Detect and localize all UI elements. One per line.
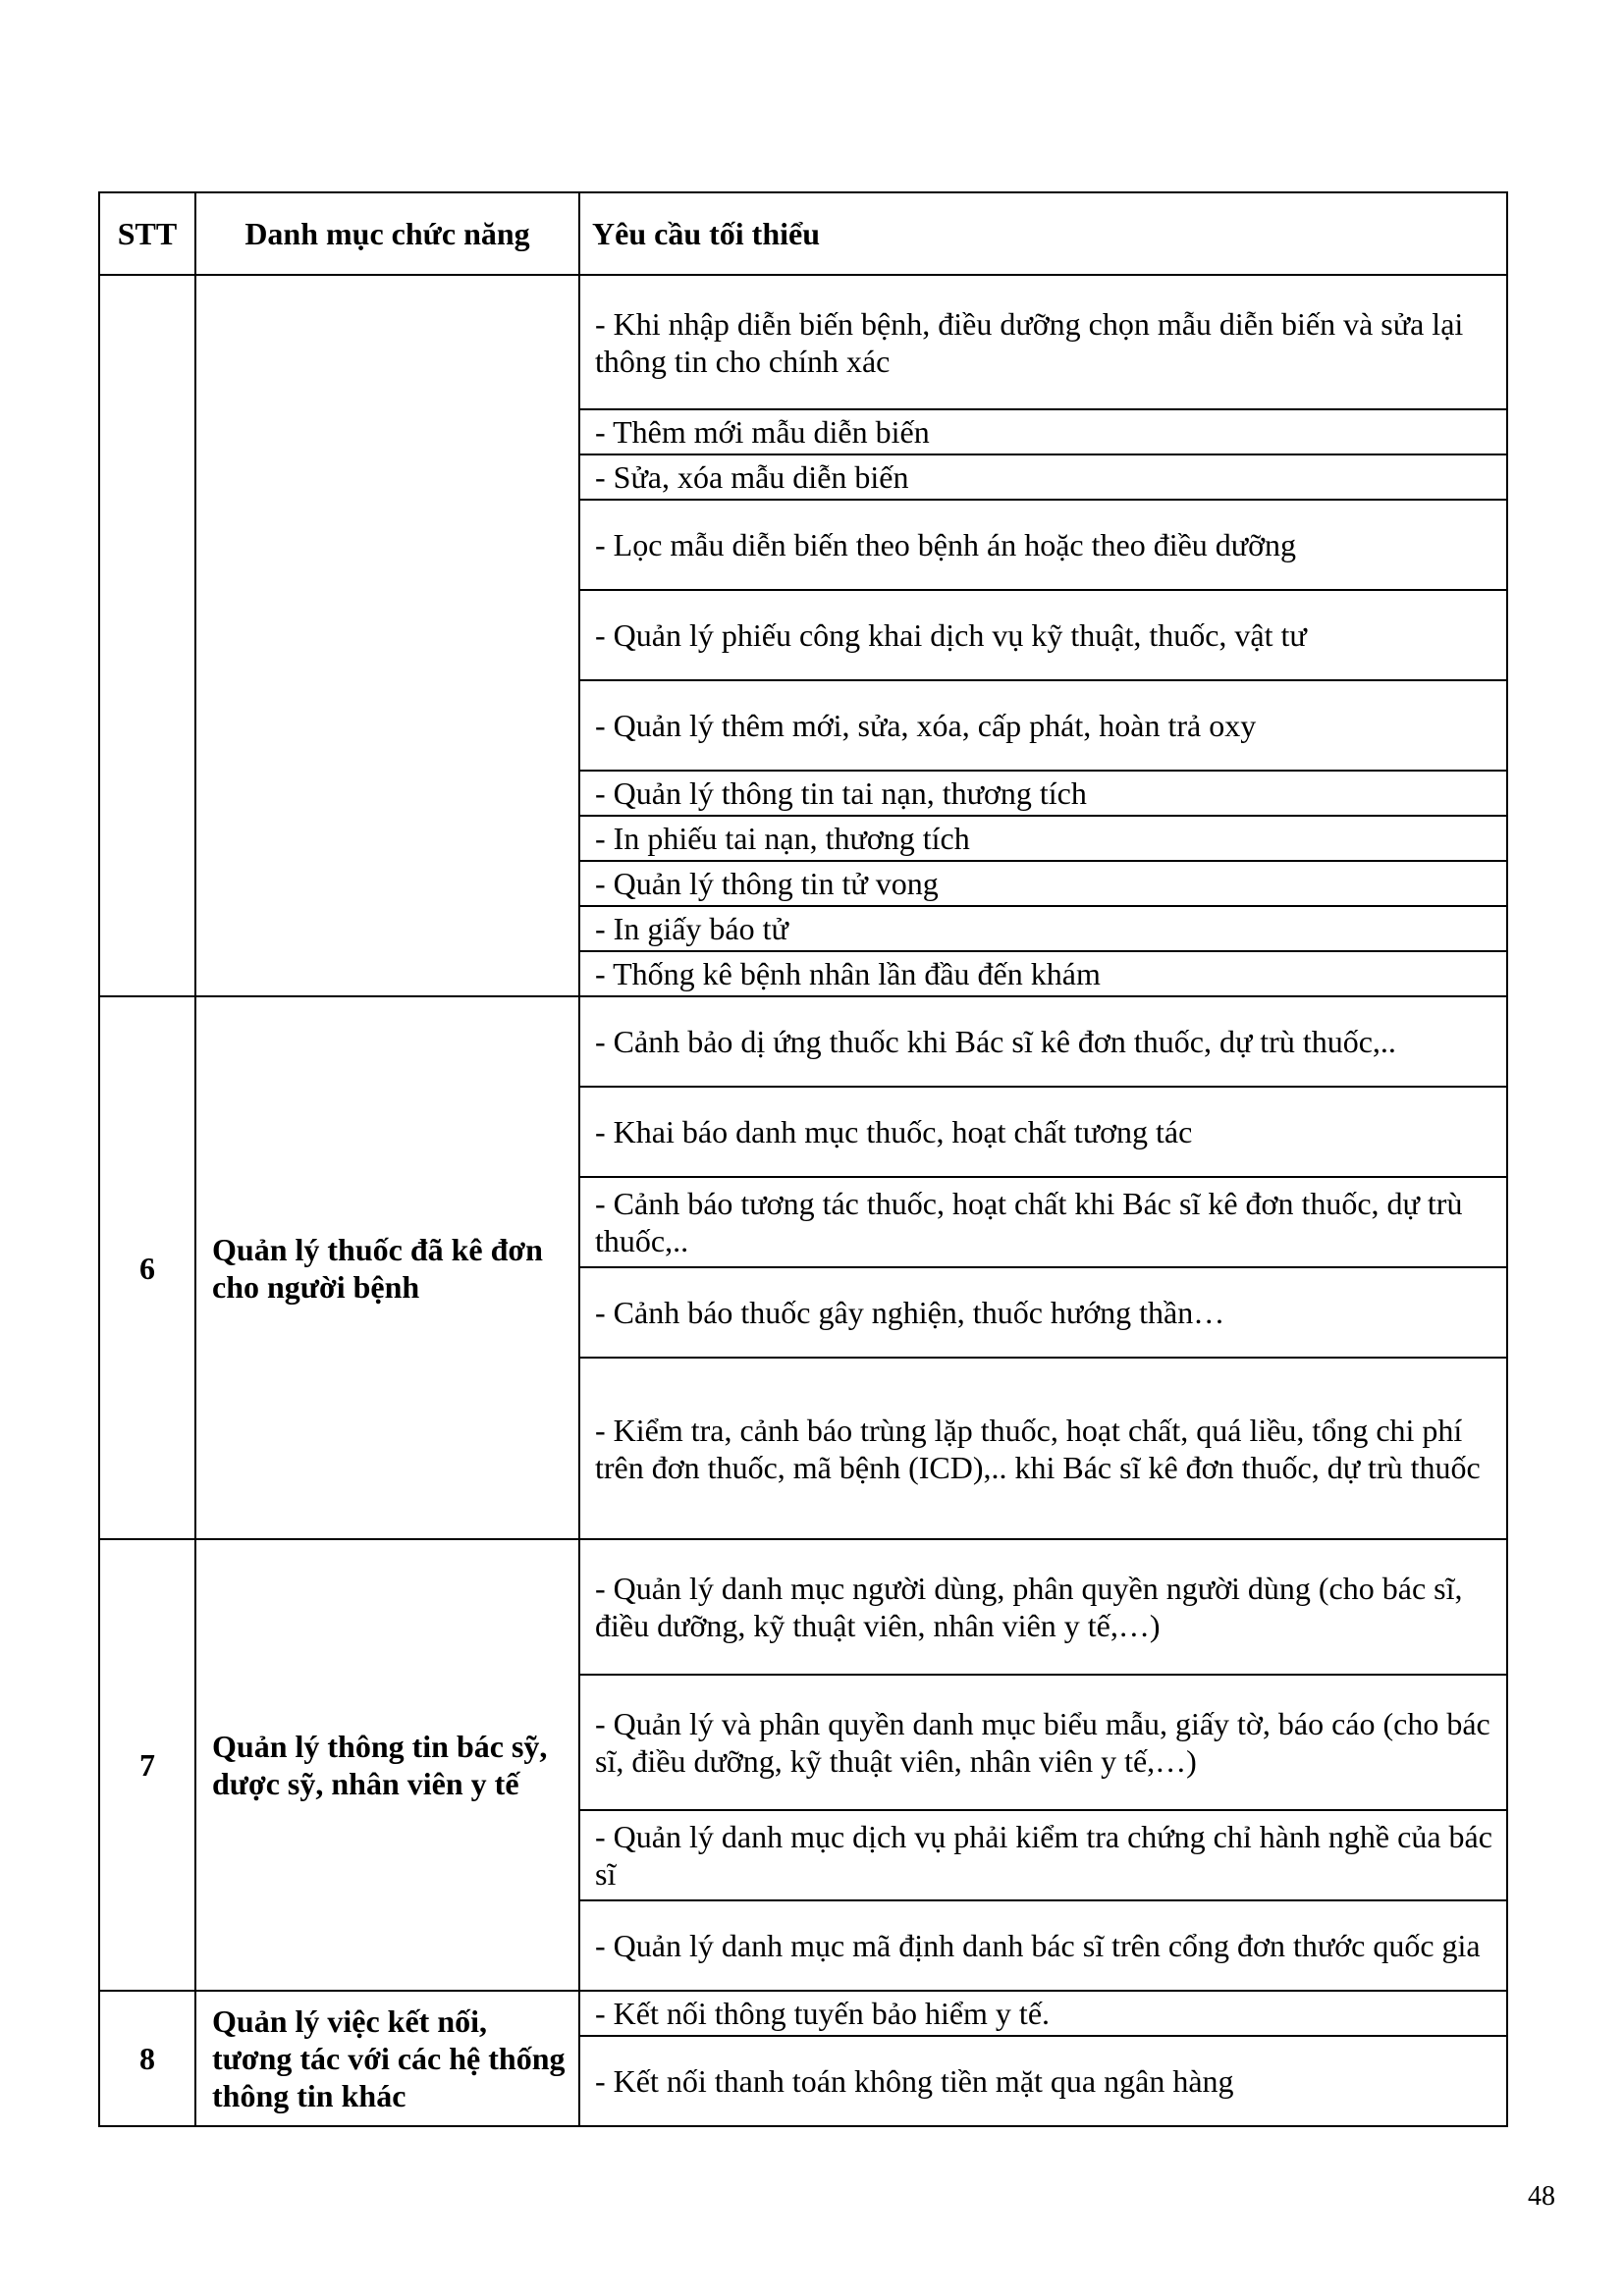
requirement-cell: - Cảnh báo thuốc gây nghiện, thuốc hướng thần… (579, 1267, 1507, 1358)
requirements-table (98, 191, 1508, 2127)
requirement-cell: - Quản lý danh mục mã định danh bác sĩ trên cổng đơn thước quốc gia (579, 1900, 1507, 1991)
requirement-cell: - Quản lý danh mục dịch vụ phải kiểm tra chứng chỉ hành nghề của bác sĩ (579, 1810, 1507, 1900)
function-cell: Quản lý thông tin bác sỹ, dược sỹ, nhân viên y tế (195, 1539, 579, 1991)
requirement-cell: - Quản lý và phân quyền danh mục biểu mẫu, giấy tờ, báo cáo (cho bác sĩ, điều dưỡng, kỹ thuật viên, nhân viên y tế,…) (579, 1675, 1507, 1810)
function-cell: Quản lý việc kết nối, tương tác với các hệ thống thông tin khác (195, 1991, 579, 2126)
requirement-cell: - Cảnh báo tương tác thuốc, hoạt chất khi Bác sĩ kê đơn thuốc, dự trù thuốc,.. (579, 1177, 1507, 1267)
requirement-cell: - Kết nối thanh toán không tiền mặt qua ngân hàng (579, 2036, 1507, 2126)
requirement-cell: - In giấy báo tử (579, 906, 1507, 951)
requirement-cell: - Quản lý danh mục người dùng, phân quyền người dùng (cho bác sĩ, điều dưỡng, kỹ thuật viên, nhân viên y tế,…) (579, 1539, 1507, 1675)
table-row (99, 996, 1507, 1087)
requirement-cell: - Khi nhập diễn biến bệnh, điều dưỡng chọn mẫu diễn biến và sửa lại thông tin cho chính xác (579, 275, 1507, 409)
stt-cell (99, 275, 195, 996)
page-number: 48 (1528, 2181, 1555, 2212)
header-stt: STT (99, 192, 195, 275)
requirement-cell: - Lọc mẫu diễn biến theo bệnh án hoặc theo điều dưỡng (579, 500, 1507, 590)
requirement-cell: - Quản lý phiếu công khai dịch vụ kỹ thuật, thuốc, vật tư (579, 590, 1507, 680)
requirement-cell: - In phiếu tai nạn, thương tích (579, 816, 1507, 861)
table-row (99, 1991, 1507, 2036)
header-requirement: Yêu cầu tối thiểu (579, 192, 1507, 275)
requirement-cell: - Sửa, xóa mẫu diễn biến (579, 454, 1507, 500)
requirement-cell: - Quản lý thêm mới, sửa, xóa, cấp phát, hoàn trả oxy (579, 680, 1507, 771)
requirement-cell: - Kiểm tra, cảnh báo trùng lặp thuốc, hoạt chất, quá liều, tổng chi phí trên đơn thuốc, mã bệnh (ICD),.. khi Bác sĩ kê đơn thuốc, dự trù thuốc (579, 1358, 1507, 1539)
requirement-cell: - Quản lý thông tin tai nạn, thương tích (579, 771, 1507, 816)
requirement-cell: - Khai báo danh mục thuốc, hoạt chất tương tác (579, 1087, 1507, 1177)
table-row (99, 275, 1507, 409)
header-function: Danh mục chức năng (195, 192, 579, 275)
stt-cell: 6 (99, 996, 195, 1539)
function-cell: Quản lý thuốc đã kê đơn cho người bệnh (195, 996, 579, 1539)
requirement-cell: - Thống kê bệnh nhân lần đầu đến khám (579, 951, 1507, 996)
stt-cell: 7 (99, 1539, 195, 1991)
requirement-cell: - Thêm mới mẫu diễn biến (579, 409, 1507, 454)
stt-cell: 8 (99, 1991, 195, 2126)
requirement-cell: - Cảnh bảo dị ứng thuốc khi Bác sĩ kê đơn thuốc, dự trù thuốc,.. (579, 996, 1507, 1087)
table-header-row (99, 192, 1507, 275)
function-cell (195, 275, 579, 996)
table-row (99, 1539, 1507, 1675)
requirement-cell: - Kết nối thông tuyến bảo hiểm y tế. (579, 1991, 1507, 2036)
requirement-cell: - Quản lý thông tin tử vong (579, 861, 1507, 906)
